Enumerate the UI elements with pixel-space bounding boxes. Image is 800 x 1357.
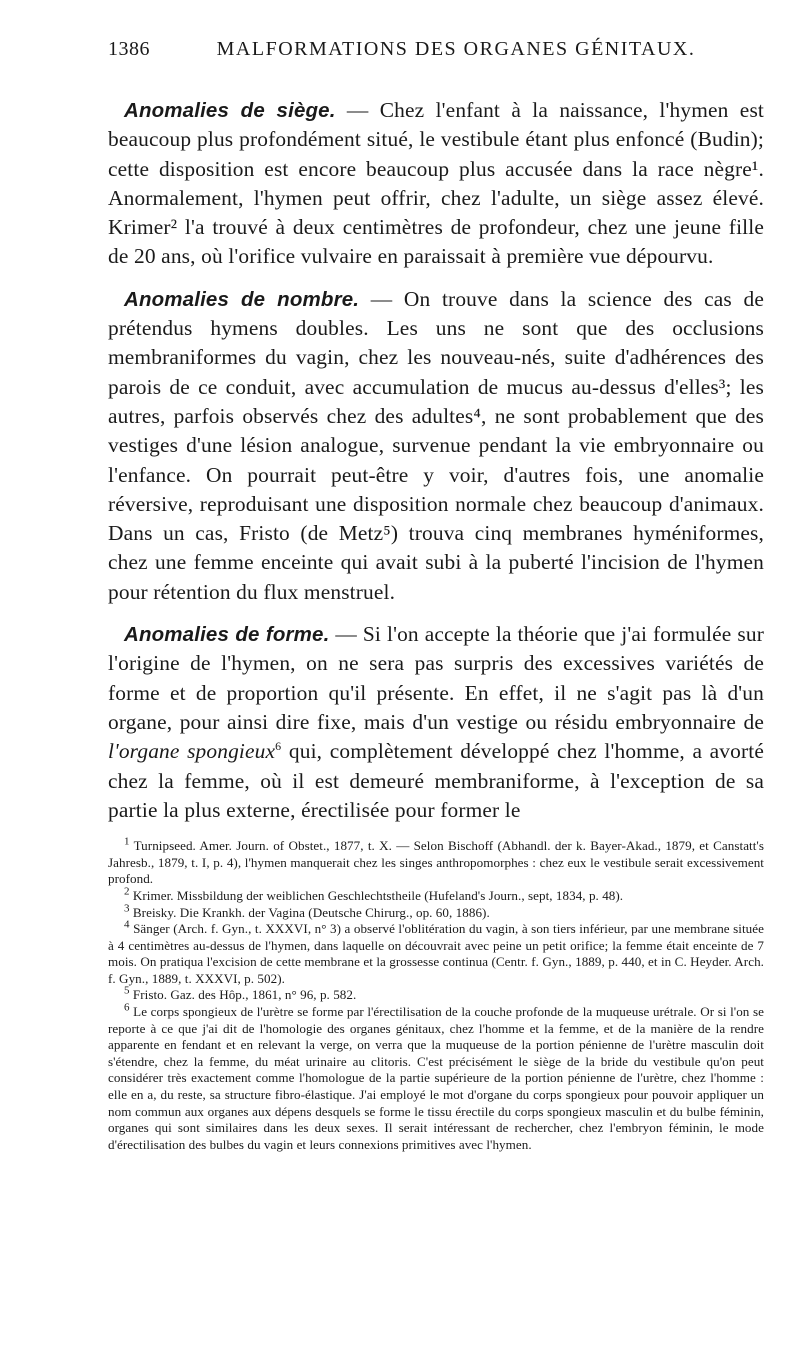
footnote-5 — [108, 987, 764, 1004]
paragraph-text-nombre: — On trouve dans la science des cas de prétendus hymens doubles. Les uns ne sont que des occlusions membraniformes du vagin, chez les nouveau-nés, suite d'adhérences des parois de ce conduit, avec accumulation de mucus au-dessus d'elles³; les autres, parfois observés chez des adultes⁴, ne sont probablement que des vestiges d'une lésion analogue, survenue pendant la vie embryonnaire ou l'enfance. On pourrait peut-être y voir, d'autres fois, une anomalie réversive, reproduisant une disposition normale chez beaucoup d'animaux. Dans un cas, Fristo (de Metz⁵) trouva cinq membranes hyméniformes, chez une femme enceinte qui avait subi à la puberté l'incision de l'hymen pour rétention du flux menstruel. — [108, 286, 764, 604]
paragraph-text-forme-before: — Si l'on accepte la théorie que j'ai formulée sur l'origine de l'hymen, on ne sera pas surpris des excessives variétés de forme et de proportion qu'il présente. En effet, il ne s'agit pas là d'un organe, pour ainsi dire fixe, mais d'un vestige ou résidu embryonnaire de — [108, 622, 764, 734]
footnote-number: 1 — [124, 835, 130, 848]
paragraph-text-siege: — Chez l'enfant à la naissance, l'hymen est beaucoup plus profondément situé, le vestibule étant plus enfoncé (Budin); cette disposition est encore beaucoup plus accusée dans la race nègre¹. Anormalement, l'hymen peut offrir, chez l'adulte, un siège assez élevé. Krimer² l'a trouvé à deux centimètres de profondeur, chez une jeune fille de 20 ans, où l'orifice vulvaire en paraissait à première vue dépourvu. — [108, 98, 765, 269]
paragraph-title-nombre: Anomalies de nombre. — [124, 287, 360, 311]
footnote-6 — [108, 1001, 764, 1153]
footnote-4 — [108, 918, 765, 987]
footnote-text: Breisky. Die Krankh. der Vagina (Deutsche Chirurg., op. 60, 1886). — [132, 904, 490, 920]
footnote-number: 4 — [124, 918, 130, 931]
paragraph-siege — [108, 96, 764, 272]
footnote-text: Fristo. Gaz. des Hôp., 1861, n° 96, p. 582. — [132, 987, 357, 1003]
footnote-ref-6: 6 — [275, 739, 282, 754]
footnote-number: 2 — [124, 885, 130, 898]
running-head: MALFORMATIONS DES ORGANES GÉNITAUX. — [216, 38, 696, 60]
footnote-3 — [108, 902, 764, 922]
page-header — [108, 38, 764, 68]
footnote-number: 3 — [124, 902, 130, 915]
footnote-2 — [108, 885, 764, 905]
footnote-text: Turnipseed. Amer. Journ. of Obstet., 1877, t. X. — Selon Bischoff (Abhandl. der k. Bayer-Akad., 1879, et Canstatt's Jahresb., 1879, t. I, p. 4), l'hymen manquerait chez les singes anthropomorphes : chez eux le vestibule serait excessivement profond. — [108, 838, 764, 887]
paragraph-forme — [108, 620, 764, 825]
footnotes — [108, 835, 765, 1153]
page-body — [108, 96, 764, 1153]
footnote-text: Krimer. Missbildung der weiblichen Geschlechtstheile (Hufeland's Journ., sept, 1834, p. 48). — [132, 887, 624, 903]
paragraph-title-forme: Anomalies de forme. — [124, 623, 330, 647]
footnote-text: Le corps spongieux de l'urètre se forme par l'érectilisation de la couche profonde de la muqueuse urétrale. Or si l'on se reporte à ce que j'ai dit de l'homologie des organes génitaux, chez l'homme et la femme, et de la manière de la rendre apparente en fendant et en relevant la verge, on verra que la muqueuse de la portion pénienne de l'urètre masculin doit s'étendre, chez la femme, du méat urinaire au clitoris. C'est précisément le siège de la bride du vestibule qu'on peut considérer très exactement comme l'homologue de la partie supérieure de la portion pénienne de l'urètre, chez l'homme : elle en a, du reste, sa structure fibro-élastique. J'ai employé le mot d'organe du corps spongieux pour pouvoir appliquer un nom commun aux organes aux dépens desquels se forme le tissu érectile du corps spongieux masculin et du bulbe féminin, organes qui sont similaires dans les deux sexes. Il serait intéressant de rechercher, chez l'embryon féminin, le mode d'érectilisation des bulbes du vagin et leurs connexions primitives avec l'hymen. — [108, 1004, 764, 1152]
footnote-number: 5 — [124, 985, 130, 998]
paragraph-italic-organe: l'organe spongieux — [108, 739, 276, 764]
footnote-number: 6 — [124, 1001, 130, 1014]
paragraph-title-siege: Anomalies de siège. — [124, 99, 336, 122]
footnote-text: Sänger (Arch. f. Gyn., t. XXXVI, n° 3) a observé l'oblitération du vagin, à son tiers inférieur, par une membrane située à 4 centimètres au-dessus de l'hymen, dans laquelle on découvrait avec peine un petit orifice; la femme était enceinte de 7 mois. On pratiqua l'excision de cette membrane et la grossesse continua (Centr. f. Gyn., 1889, p. 440, et in C. Heyder. Arch. f. Gyn., 1889, t. XXXVI, p. 502). — [108, 921, 765, 986]
footnote-1 — [108, 835, 764, 888]
paragraph-nombre — [108, 285, 764, 607]
page-number: 1386 — [108, 38, 150, 60]
paragraph-text-forme-after: qui, complètement développé chez l'homme, a avorté chez la femme, où il est demeuré membraniforme, à l'exception de sa partie la plus externe, érectilisée pour former le — [108, 739, 764, 822]
